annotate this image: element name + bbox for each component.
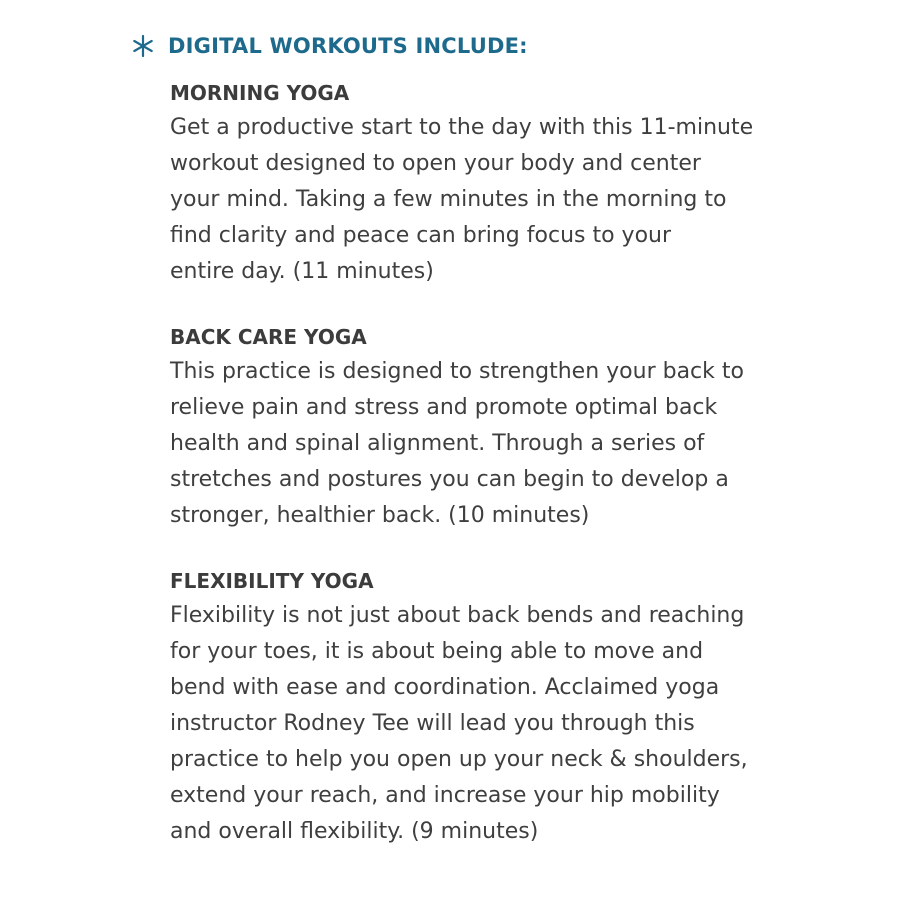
description-line: extend your reach, and increase your hip mobility (170, 783, 720, 808)
workouts-header (130, 33, 528, 59)
description-line: This practice is designed to strengthen your back to (170, 359, 744, 384)
asterisk-icon (130, 33, 156, 59)
description-line: find clarity and peace can bring focus to your (170, 223, 672, 248)
section-description (170, 598, 870, 850)
section-title: FLEXIBILITY YOGA (170, 569, 374, 593)
section-title: BACK CARE YOGA (170, 325, 367, 349)
section-description (170, 354, 870, 534)
section-morning-yoga (170, 76, 870, 290)
description-line: relieve pain and stress and promote optimal back (170, 395, 718, 420)
description-line: health and spinal alignment. Through a series of (170, 431, 705, 456)
description-line: for your toes, it is about being able to move and (170, 639, 704, 664)
description-line: stretches and postures you can begin to develop a (170, 467, 729, 492)
description-line: workout designed to open your body and center (170, 151, 701, 176)
workouts-list (170, 76, 870, 880)
page-title: DIGITAL WORKOUTS INCLUDE: (168, 34, 528, 58)
description-line: Get a productive start to the day with this 11-minute (170, 115, 754, 140)
section-title: MORNING YOGA (170, 81, 350, 105)
description-line: practice to help you open up your neck & shoulders, (170, 747, 748, 772)
description-line: your mind. Taking a few minutes in the morning to (170, 187, 727, 212)
description-line: and overall flexibility. (9 minutes) (170, 819, 539, 844)
section-description (170, 110, 870, 290)
section-back-care-yoga (170, 320, 870, 534)
description-line: bend with ease and coordination. Acclaimed yoga (170, 675, 720, 700)
section-flexibility-yoga (170, 564, 870, 850)
description-line: instructor Rodney Tee will lead you through this (170, 711, 695, 736)
description-line: Flexibility is not just about back bends and reaching (170, 603, 745, 628)
description-line: stronger, healthier back. (10 minutes) (170, 503, 590, 528)
description-line: entire day. (11 minutes) (170, 259, 434, 284)
